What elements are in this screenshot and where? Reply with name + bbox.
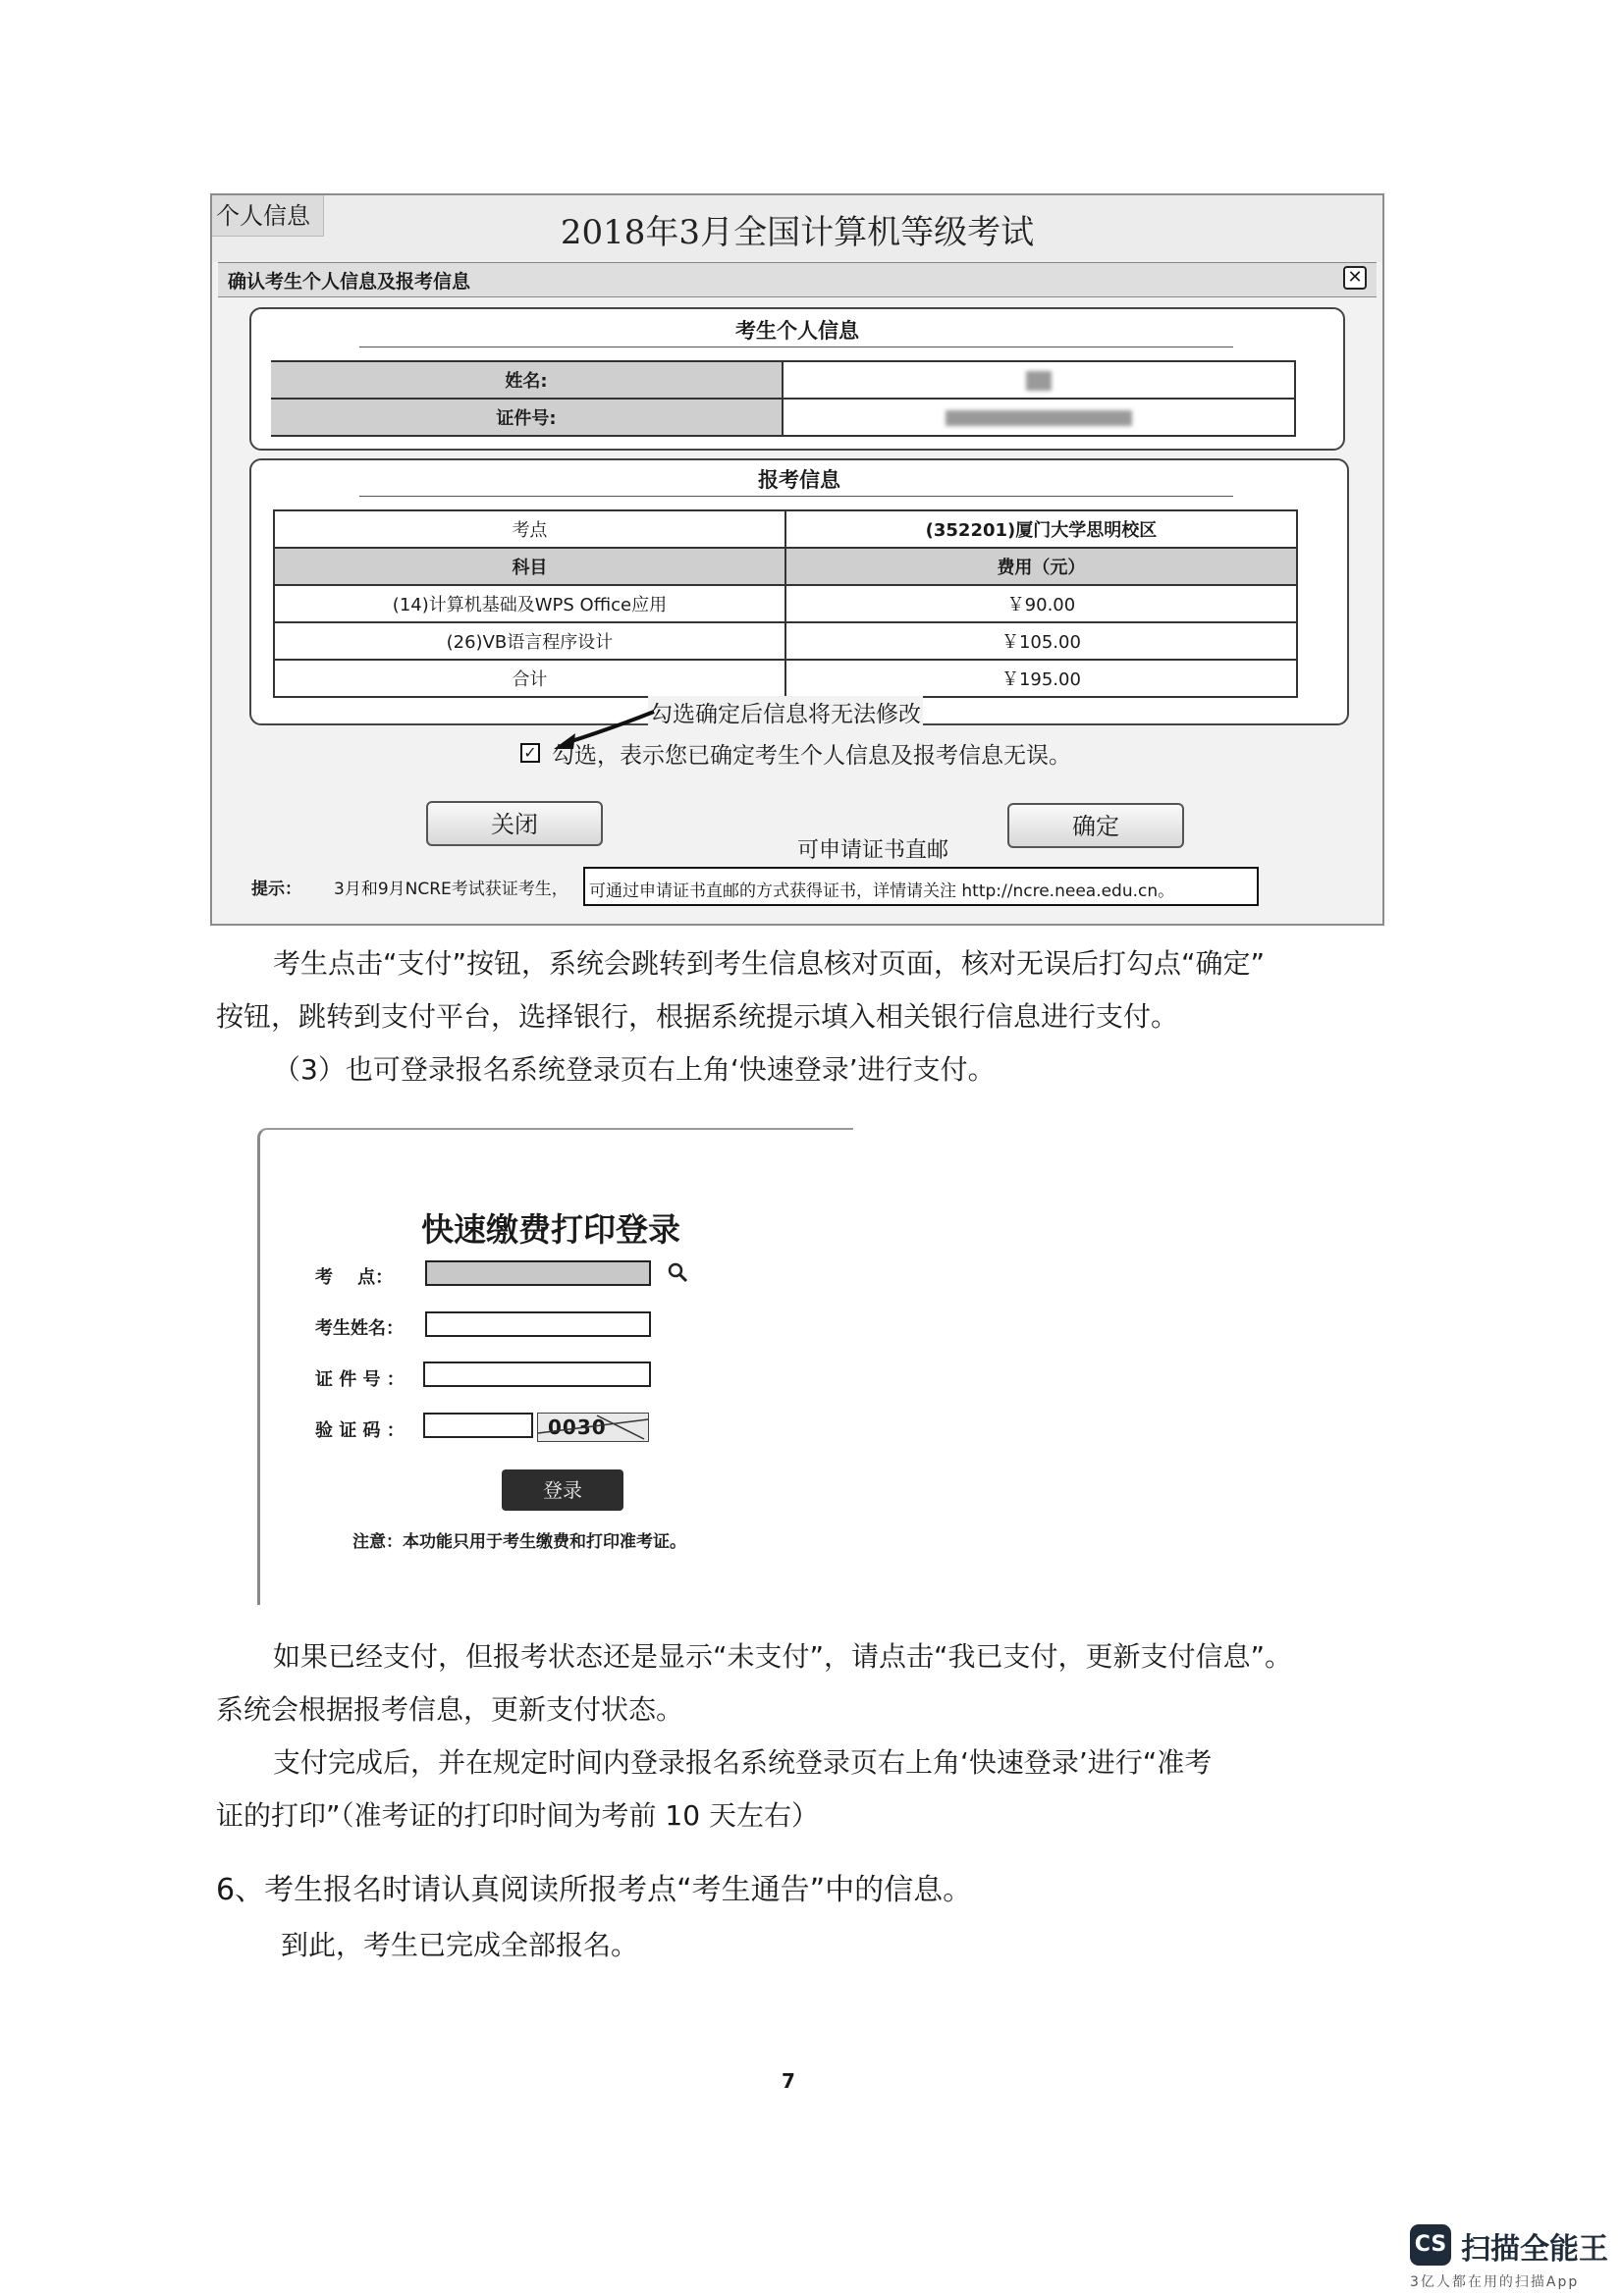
checkbox-label: 勾选，表示您已确定考生个人信息及报考信息无误。 bbox=[552, 743, 1071, 769]
personal-info-heading: 考生个人信息 bbox=[735, 319, 859, 343]
paragraph-line: 到此，考生已完成全部报名。 bbox=[281, 1929, 639, 1961]
name-input[interactable] bbox=[425, 1311, 651, 1337]
subject-cell: (14)计算机基础及WPS Office应用 bbox=[274, 585, 785, 622]
exam-confirm-screenshot bbox=[210, 193, 1384, 926]
quick-login-screenshot bbox=[257, 1128, 853, 1605]
search-icon[interactable] bbox=[667, 1261, 688, 1283]
id-input[interactable] bbox=[423, 1362, 651, 1387]
captcha-input[interactable] bbox=[423, 1413, 533, 1438]
exam-info-table bbox=[273, 509, 1298, 698]
subject-header: 科目 bbox=[274, 548, 785, 585]
exam-info-heading: 报考信息 bbox=[758, 468, 840, 492]
name-label: 考生姓名： bbox=[315, 1318, 404, 1339]
total-label: 合计 bbox=[274, 660, 785, 697]
window-title-bar bbox=[212, 195, 1382, 262]
quick-login-note: 注意：本功能只用于考生缴费和打印准考证。 bbox=[352, 1532, 686, 1552]
paragraph-line: 支付完成后，并在规定时间内登录报名系统登录页右上角‘快速登录’进行“准考 bbox=[273, 1746, 1213, 1779]
captcha-noise-icon bbox=[538, 1414, 648, 1441]
personal-info-panel bbox=[249, 307, 1345, 451]
confirm-checkbox[interactable]: ✓ bbox=[520, 743, 540, 763]
fee-cell: ￥90.00 bbox=[785, 585, 1297, 622]
paragraph-line: 按钮，跳转到支付平台，选择银行，根据系统提示填入相关银行信息进行支付。 bbox=[216, 1000, 1179, 1033]
dialog-title-bar bbox=[218, 262, 1377, 297]
annotation-warning: 勾选确定后信息将无法修改 bbox=[648, 696, 923, 728]
paragraph-line: （3）也可登录报名系统登录页右上角‘快速登录’进行支付。 bbox=[273, 1053, 996, 1086]
total-value: ￥195.00 bbox=[785, 660, 1297, 697]
quick-login-title: 快速缴费打印登录 bbox=[421, 1210, 680, 1249]
personal-info-table bbox=[271, 360, 1296, 437]
redacted-name bbox=[1026, 371, 1052, 391]
dialog-title: 确认考生个人信息及报考信息 bbox=[228, 271, 471, 293]
redacted-id bbox=[946, 410, 1132, 426]
site-label: 考点 bbox=[274, 510, 785, 548]
tip-highlight-box bbox=[583, 867, 1259, 906]
fee-header: 费用（元） bbox=[785, 548, 1297, 585]
scanner-logo-icon: CS bbox=[1410, 2224, 1451, 2266]
paragraph-line: 系统会根据报考信息，更新支付状态。 bbox=[216, 1693, 684, 1726]
confirm-button[interactable]: 确定 bbox=[1007, 803, 1184, 848]
captcha-label: 验 证 码 ： bbox=[315, 1420, 405, 1441]
site-input[interactable] bbox=[425, 1260, 651, 1286]
table-row bbox=[274, 660, 1297, 697]
close-button[interactable]: 关闭 bbox=[426, 801, 603, 846]
table-row bbox=[274, 585, 1297, 622]
tip-label: 提示： bbox=[251, 880, 301, 899]
paragraph-line: 证的打印”（准考证的打印时间为考前 10 天左右） bbox=[216, 1799, 819, 1832]
scanner-app-name: 扫描全能王 bbox=[1461, 2232, 1608, 2267]
login-button[interactable]: 登录 bbox=[502, 1469, 623, 1511]
name-value bbox=[783, 361, 1295, 399]
tip-text-detail: 可通过申请证书直邮的方式获得证书，详情请关注 http://ncre.neea.edu.cn。 bbox=[589, 881, 1175, 901]
exam-info-panel bbox=[249, 458, 1349, 725]
id-label: 证 件 号 ： bbox=[315, 1369, 405, 1390]
captcha-image[interactable] bbox=[537, 1413, 649, 1442]
tab-personal-info[interactable]: 个人信息 bbox=[212, 195, 324, 237]
paragraph-line: 考生点击“支付”按钮，系统会跳转到考生信息核对页面，核对无误后打勾点“确定” bbox=[273, 947, 1266, 980]
id-value bbox=[783, 399, 1295, 436]
subject-cell: (26)VB语言程序设计 bbox=[274, 622, 785, 660]
site-value: (352201)厦门大学思明校区 bbox=[785, 510, 1297, 548]
scanner-tagline: 3亿人都在用的扫描App bbox=[1410, 2274, 1580, 2290]
table-row bbox=[274, 622, 1297, 660]
paragraph-line: 如果已经支付，但报考状态还是显示“未支付”，请点击“我已支付，更新支付信息”。 bbox=[273, 1640, 1293, 1673]
annotation-mail: 可申请证书直邮 bbox=[797, 838, 949, 863]
fee-cell: ￥105.00 bbox=[785, 622, 1297, 660]
window-title: 2018年3月全国计算机等级考试 bbox=[560, 213, 1035, 252]
site-label: 考 点： bbox=[315, 1267, 394, 1288]
tip-text: 3月和9月NCRE考试获证考生， bbox=[334, 880, 568, 899]
page-number: 7 bbox=[782, 2069, 795, 2093]
heading-divider bbox=[359, 496, 1233, 497]
close-icon[interactable]: ✕ bbox=[1343, 266, 1367, 290]
id-label: 证件号: bbox=[271, 399, 783, 436]
name-label: 姓名: bbox=[271, 361, 783, 399]
paragraph-line: 6、考生报名时请认真阅读所报考点“考生通告”中的信息。 bbox=[216, 1873, 973, 1907]
captcha-text: 0030 bbox=[548, 1415, 607, 1439]
